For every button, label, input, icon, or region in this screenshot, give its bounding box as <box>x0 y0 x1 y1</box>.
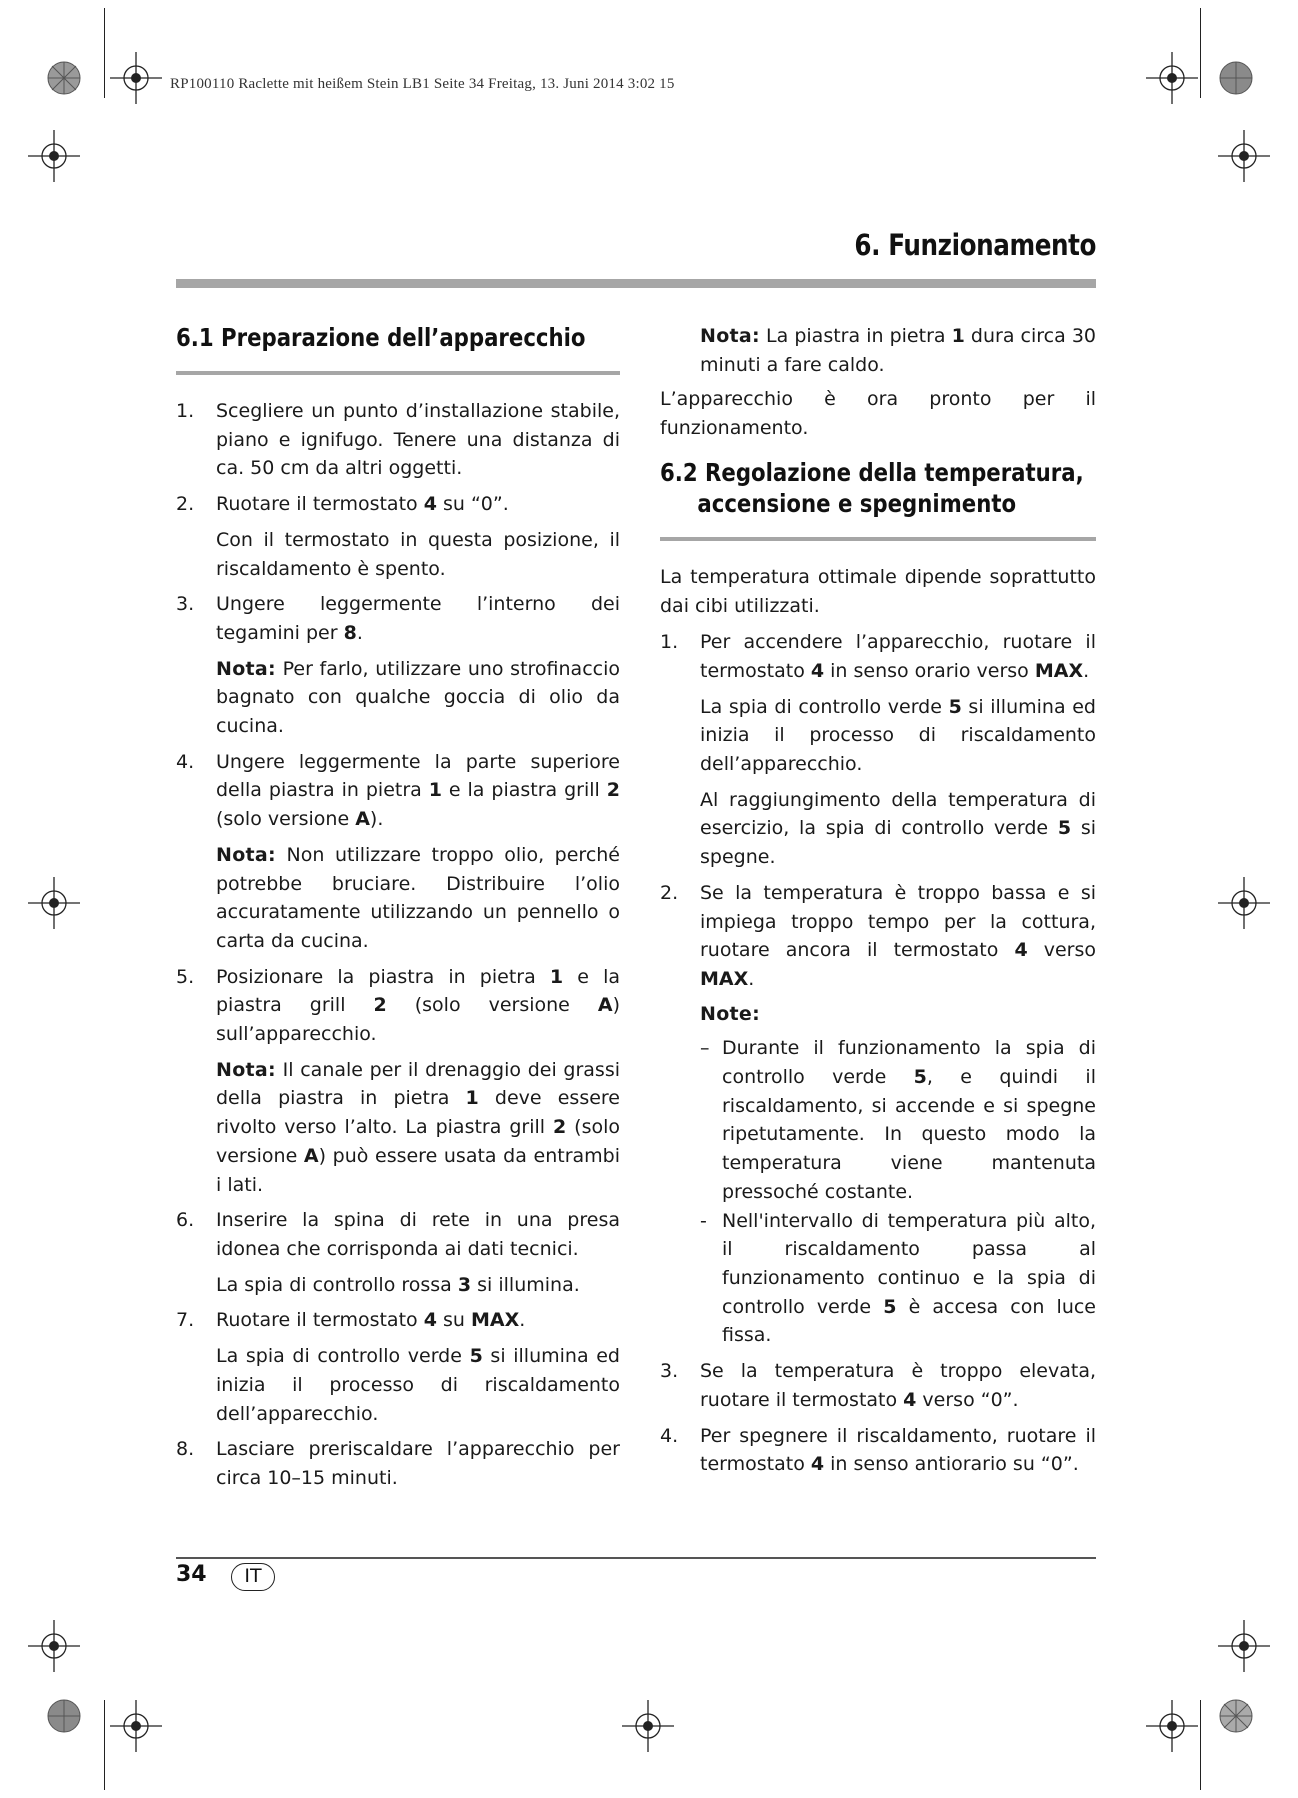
step-text: Al raggiungimento della temperatura di esercizio, la spia di controllo verde 5 si spegne. <box>700 788 1096 869</box>
crosshair-mark-icon <box>1218 877 1270 929</box>
trim-line <box>104 8 105 98</box>
crosshair-mark-icon <box>1218 130 1270 182</box>
list-item <box>660 1422 1096 1479</box>
list-item <box>176 490 620 583</box>
section-title-6-1: 6.1 Preparazione dell’apparecchio <box>176 323 586 352</box>
step-text: Per spegnere il riscaldamento, ruotare il termostato 4 in senso antiorario su “0”. <box>700 1424 1096 1476</box>
step-text: Se la temperatura è troppo elevata, ruotare il termostato 4 verso “0”. <box>700 1360 1096 1411</box>
step-number: 7. <box>176 1309 195 1332</box>
crosshair-mark-icon <box>28 1620 80 1672</box>
crosshair-mark-icon <box>28 130 80 182</box>
trim-line <box>1200 8 1201 98</box>
crosshair-mark-icon <box>110 52 162 104</box>
step-text: Ungere leggermente l’interno dei tegamini per 8. <box>216 593 620 644</box>
step-text: La spia di controllo verde 5 si illumina ed inizia il processo di riscaldamento dell’apparecchio. <box>216 1345 620 1425</box>
notes-list <box>700 1034 1096 1350</box>
print-slug: RP100110 Raclette mit heißem Stein LB1 Seite 34 Freitag, 13. Juni 2014 3:02 15 <box>170 76 675 92</box>
list-item <box>176 748 620 956</box>
crosshair-mark-icon <box>622 1700 674 1752</box>
steps-6-2 <box>660 628 1096 1479</box>
step-text: La spia di controllo verde 5 si illumina ed inizia il processo di riscaldamento dell’apparecchio. <box>700 695 1096 776</box>
step-number: 2. <box>176 493 195 516</box>
section-rule <box>660 537 1096 541</box>
step-text: La spia di controllo rossa 3 si illumina. <box>216 1273 580 1296</box>
step-text: Lasciare preriscaldare l’apparecchio per circa 10–15 minuti. <box>216 1438 620 1489</box>
section-title-6-2: 6.2 Regolazione della temperatura, accensione e spegnimento <box>660 457 1084 518</box>
trim-line <box>1200 1700 1201 1790</box>
chapter-rule <box>176 279 1096 288</box>
step-number: 3. <box>660 1360 679 1383</box>
step-number: 3. <box>176 593 195 616</box>
list-item <box>176 1435 620 1492</box>
step-text: Ungere leggermente la parte superiore della piastra in pietra 1 e la piastra grill 2 (solo versione A). <box>216 750 620 831</box>
crosshair-mark-icon <box>28 877 80 929</box>
step-text: Inserire la spina di rete in una presa idonea che corrisponda ai dati tecnici. <box>216 1209 620 1260</box>
step-text: Ruotare il termostato 4 su “0”. <box>216 493 509 516</box>
step-text: Con il termostato in questa posizione, il riscaldamento è spento. <box>216 528 620 580</box>
registration-rosette-icon <box>1218 1698 1254 1734</box>
chapter-title: 6. Funzionamento <box>854 228 1096 262</box>
step-number: 8. <box>176 1438 195 1461</box>
note-text: Nota: Non utilizzare troppo olio, perché potrebbe bruciare. Distribuire l’olio accuratamente utilizzando un pennello o carta da cucina. <box>216 843 620 952</box>
step-number: 5. <box>176 965 195 988</box>
crosshair-mark-icon <box>110 1700 162 1752</box>
step-text: Scegliere un punto d’installazione stabile, piano e ignifugo. Tenere una distanza di ca. 50 cm da altri oggetti. <box>216 400 620 480</box>
right-column <box>660 322 1096 1479</box>
ready-text: L’apparecchio è ora pronto per il funzionamento. <box>660 388 1096 440</box>
step-text: Se la temperatura è troppo bassa e si impiega troppo tempo per la cottura, ruotare ancora il termostato 4 verso MAX. <box>700 881 1096 990</box>
note-text: Nota: Per farlo, utilizzare uno strofinaccio bagnato con qualche goccia di olio da cucina. <box>216 657 620 738</box>
step-text: Posizionare la piastra in pietra 1 e la piastra grill 2 (solo versione A) sull’apparecchio. <box>216 965 620 1046</box>
list-item <box>176 1206 620 1299</box>
registration-rosette-icon <box>46 60 82 96</box>
step-number: 4. <box>660 1424 679 1447</box>
step-number: 6. <box>176 1209 195 1232</box>
crosshair-mark-icon <box>1218 1620 1270 1672</box>
step-number: 1. <box>176 400 195 422</box>
list-item: - Nell'intervallo di temperatura più alto, il riscaldamento passa al funzionamento continuo e la spia di controllo verde 5 è accesa con luce fissa. <box>700 1209 1096 1347</box>
left-column <box>176 322 620 1493</box>
steps-6-1 <box>176 397 620 1493</box>
step-number: 2. <box>660 881 679 904</box>
list-item <box>660 1357 1096 1414</box>
step-text: Per accendere l’apparecchio, ruotare il termostato 4 in senso orario verso MAX. <box>700 631 1096 682</box>
list-item <box>176 590 620 741</box>
list-item <box>660 879 1096 1350</box>
language-badge: IT <box>231 1563 275 1591</box>
list-item: – Durante il funzionamento la spia di controllo verde 5, e quindi il riscaldamento, si accende e si spegne ripetutamente. In questo modo la temperatura viene mantenuta pressoché costante. <box>700 1037 1096 1203</box>
footer-rule <box>176 1557 1096 1559</box>
crosshair-mark-icon <box>1146 52 1198 104</box>
list-item <box>176 963 620 1200</box>
note-text: Nota: Il canale per il drenaggio dei grassi della piastra in pietra 1 deve essere rivolto verso l’alto. La piastra grill 2 (solo versione A) può essere usata da entrambi i lati. <box>216 1058 620 1196</box>
note-text: Nota: La piastra in pietra 1 dura circa 30 minuti a fare caldo. <box>700 325 1097 376</box>
step-text: Ruotare il termostato 4 su MAX. <box>216 1309 526 1332</box>
step-number: 1. <box>660 631 679 654</box>
page-number: 34 <box>176 1562 207 1587</box>
registration-rosette-icon <box>46 1698 82 1734</box>
list-item <box>176 397 620 483</box>
section-intro: La temperatura ottimale dipende soprattutto dai cibi utilizzati. <box>660 565 1096 617</box>
trim-line <box>104 1700 105 1790</box>
crosshair-mark-icon <box>1146 1700 1198 1752</box>
registration-rosette-icon <box>1218 60 1254 96</box>
step-number: 4. <box>176 750 195 773</box>
list-item <box>176 1306 620 1428</box>
notes-heading: Note: <box>700 1002 761 1025</box>
list-item <box>660 628 1096 872</box>
section-rule <box>176 371 620 375</box>
